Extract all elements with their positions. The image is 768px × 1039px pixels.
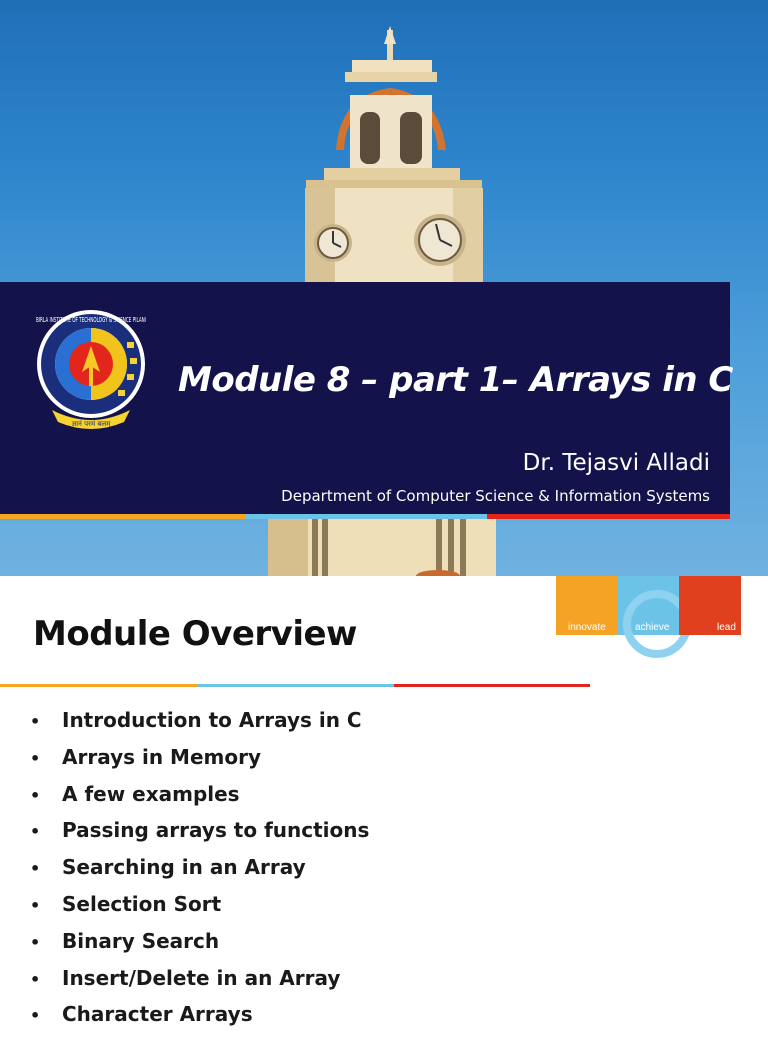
title-rule: [0, 684, 590, 687]
list-item: • Binary Search: [30, 928, 220, 953]
author-name: Dr. Tejasvi Alladi: [522, 450, 710, 476]
list-item: • A few examples: [30, 781, 240, 806]
slide-title: Module 8 – part 1– Arrays in C: [178, 360, 733, 400]
logo-ring-text: BIRLA INSTITUTE OF TECHNOLOGY & SCIENCE PILANI: [36, 316, 146, 324]
list-item: • Arrays in Memory: [30, 744, 261, 769]
overview-title: Module Overview: [33, 614, 357, 654]
banner-achieve-label: achieve: [635, 622, 670, 633]
color-stripe: [0, 514, 730, 519]
list-item: • Character Arrays: [30, 1002, 253, 1027]
list-item: • Selection Sort: [30, 891, 222, 916]
banner-innovate-label: innovate: [568, 622, 606, 633]
brand-banner: [556, 576, 741, 635]
list-item: • Searching in an Array: [30, 855, 306, 880]
list-item: • Insert/Delete in an Array: [30, 965, 341, 990]
bits-pilani-logo: [22, 302, 160, 440]
list-item: • Introduction to Arrays in C: [30, 708, 362, 732]
banner-achieve: [617, 576, 679, 635]
banner-lead-label: lead: [717, 622, 736, 633]
department-name: Department of Computer Science & Information Systems: [281, 487, 710, 505]
banner-lead: [679, 576, 741, 635]
overview-slide: [0, 576, 768, 1027]
logo-motto: ज्ञानं परमं बलम्: [71, 420, 111, 428]
banner-innovate: [556, 576, 617, 635]
overview-list: [30, 708, 369, 1039]
list-item: • Passing arrays to functions: [30, 818, 370, 843]
